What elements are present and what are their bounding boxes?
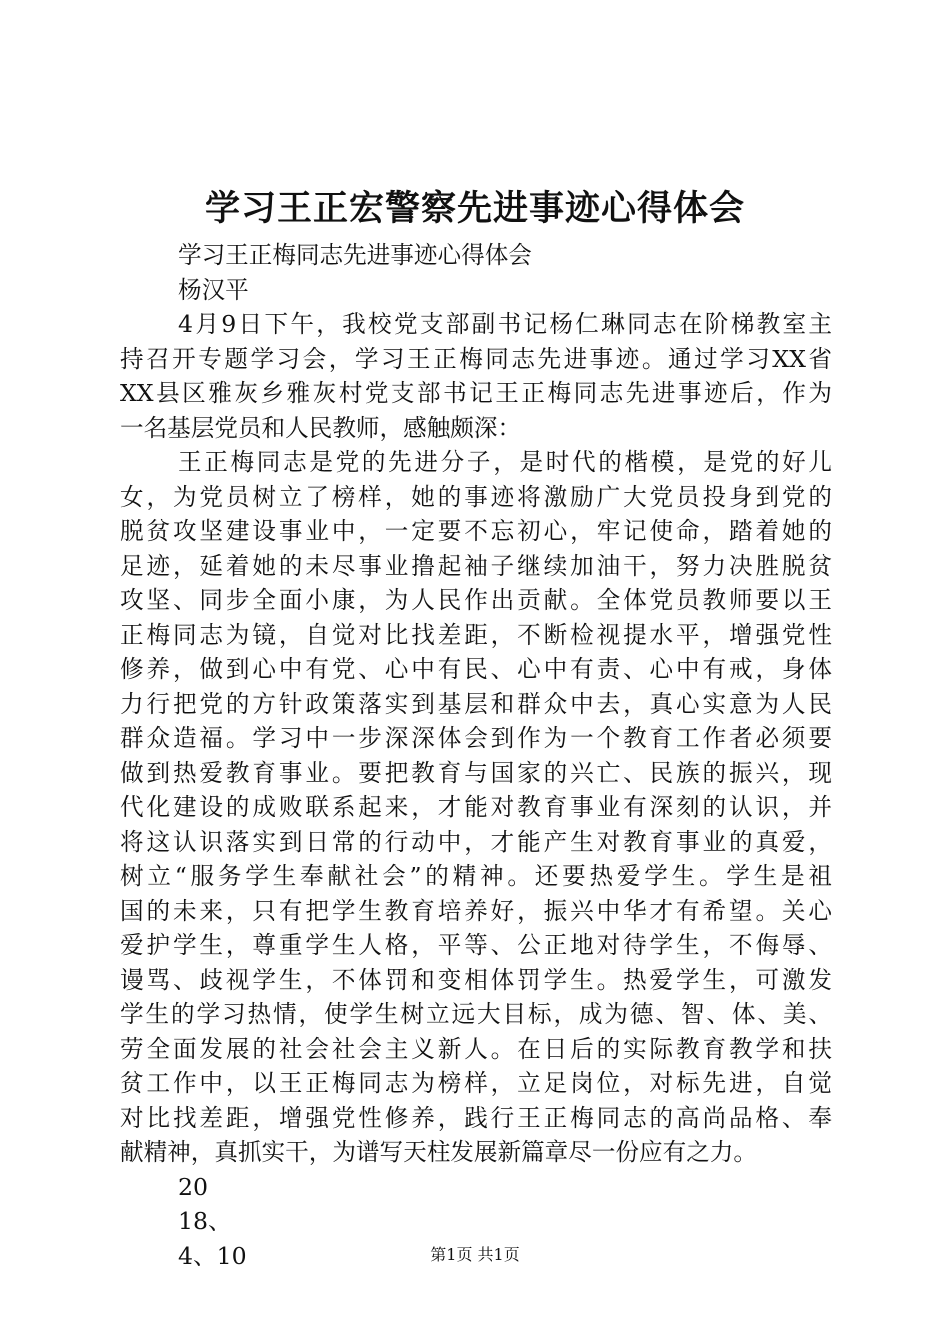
document-body — [120, 238, 832, 1273]
paragraph-line: 谩骂、歧视学生，不体罚和变相体罚学生。热爱学生，可激发 — [120, 965, 832, 994]
paragraph-line: 修养，做到心中有党、心中有民、心中有责、心中有戒，身体 — [120, 655, 832, 683]
paragraph-line: 攻坚、同步全面小康，为人民作出贡献。全体党员教师要以王 — [120, 586, 832, 614]
paragraph-line: XX县区雅灰乡雅灰村党支部书记王正梅同志先进事迹后，作为 — [120, 379, 832, 407]
paragraph-line: 4月9日下午，我校党支部副书记杨仁琳同志在阶梯教室主 — [178, 310, 832, 338]
paragraph-line: 将这认识落实到日常的行动中，才能产生对教育事业的真爱， — [120, 827, 832, 856]
author-line: 杨汉平 — [178, 275, 249, 304]
paragraph-line: 献精神，真抓实干，为谱写天柱发展新篇章尽一份应有之力。 — [120, 1138, 758, 1166]
paragraph-line: 爱护学生，尊重学生人格，平等、公正地对待学生，不侮辱、 — [120, 931, 832, 959]
date-line: 18、 — [178, 1207, 232, 1235]
date-line: 20 — [178, 1172, 209, 1201]
paragraph-line: 正梅同志为镜，自觉对比找差距，不断检视提水平，增强党性 — [120, 620, 832, 649]
page-number-footer: 第1页 共1页 — [430, 1245, 520, 1264]
paragraph-line: 劳全面发展的社会社会主义新人。在日后的实际教育教学和扶 — [120, 1034, 832, 1063]
paragraph-line: 国的未来，只有把学生教育培养好，振兴中华才有希望。关心 — [120, 896, 832, 925]
paragraph-2 — [120, 445, 832, 1170]
paragraph-line: 力行把党的方针政策落实到基层和群众中去，真心实意为人民 — [120, 689, 832, 718]
document-title: 学习王正宏警察先进事迹心得体会 — [204, 188, 745, 229]
paragraph-line: 脱贫攻坚建设事业中，一定要不忘初心，牢记使命，踏着她的 — [120, 517, 832, 545]
paragraph-line: 代化建设的成败联系起来，才能对教育事业有深刻的认识，并 — [120, 793, 832, 821]
date-line: 4、10 — [178, 1241, 247, 1270]
paragraph-line: 学生的学习热情，使学生树立远大目标，成为德、智、体、美、 — [120, 1000, 832, 1028]
paragraph-line: 树立“服务学生奉献社会”的精神。还要热爱学生。学生是祖 — [120, 862, 832, 890]
paragraph-line: 足迹，延着她的未尽事业撸起袖子继续加油干，努力决胜脱贫 — [120, 551, 832, 580]
paragraph-line: 持召开专题学习会，学习王正梅同志先进事迹。通过学习XX省 — [120, 344, 832, 373]
paragraph-line: 对比找差距，增强党性修养，践行王正梅同志的高尚品格、奉 — [120, 1103, 832, 1132]
paragraph-line: 群众造福。学习中一步深深体会到作为一个教育工作者必须要 — [120, 724, 832, 752]
subtitle-line: 学习王正梅同志先进事迹心得体会 — [178, 241, 532, 269]
paragraph-line: 做到热爱教育事业。要把教育与国家的兴亡、民族的振兴，现 — [120, 758, 832, 787]
paragraph-line: 贫工作中，以王正梅同志为榜样，立足岗位，对标先进，自觉 — [120, 1069, 832, 1097]
paragraph-line: 女，为党员树立了榜样，她的事迹将激励广大党员投身到党的 — [120, 482, 832, 511]
paragraph-line: 王正梅同志是党的先进分子，是时代的楷模，是党的好儿 — [178, 448, 832, 476]
paragraph-line: 一名基层党员和人民教师，感触颇深： — [120, 413, 522, 442]
paragraph-1 — [120, 307, 832, 445]
